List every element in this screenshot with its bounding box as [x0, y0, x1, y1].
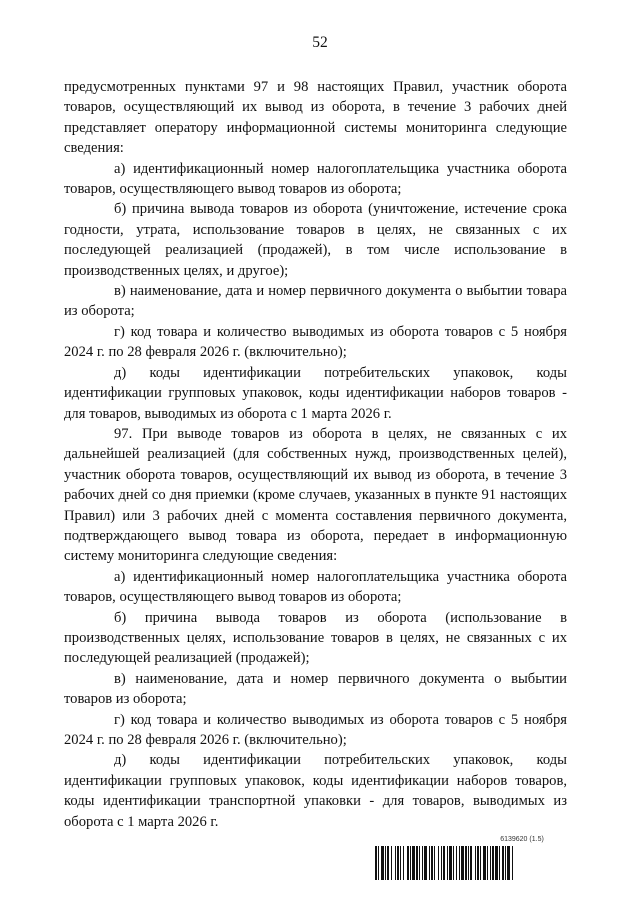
paragraph-6: д) коды идентификации потребительских упаковок, коды идентификации групповых упаковок, коды идентификации наборов товаров - для товаров, выводимых из оборота с 1 марта 2026 г. — [64, 364, 567, 422]
paragraph-7: 97. При выводе товаров из оборота в целях, не связанных с их дальнейшей реализацией (для собственных нужд, производственных целей), участник оборота товаров, осуществляющий их вывод из оборота, в течение 3 рабочих дней со дня приемки (кроме случаев, указанных в пункте 91 настоящих Правил) или 3 рабочих дней с момента составления первичного документа, подтверждающего вывод товара из оборота, передает в информационную систему мониторинга следующие сведения: — [64, 425, 567, 565]
barcode-bar — [400, 846, 401, 880]
barcode-bar — [378, 846, 379, 880]
barcode-bar — [456, 846, 457, 880]
paragraph-3: б) причина вывода товаров из оборота (уничтожение, истечение срока годности, утрата, использование товаров в целях, не связанных с их последующей реализацией (продажей), в том числе использование в производственных целях, и другое); — [64, 201, 567, 279]
document-code: 6139620 (1.5) — [500, 836, 544, 843]
barcode-bar — [468, 846, 469, 880]
barcode-bar — [447, 846, 448, 880]
barcode-bar — [475, 846, 476, 880]
page-number: 52 — [312, 34, 328, 51]
barcode-bar — [505, 846, 506, 880]
barcode-bar — [397, 846, 399, 880]
barcode-bar — [492, 846, 494, 880]
paragraph-10: в) наименование, дата и номер первичного документа о выбытии товаров из оборота; — [64, 670, 567, 708]
barcode-bar — [434, 846, 435, 880]
document-body — [64, 77, 567, 832]
barcode-bar — [499, 846, 500, 880]
barcode-bar — [419, 846, 420, 880]
barcode-bar — [449, 846, 452, 880]
barcode-bar — [483, 846, 486, 880]
barcode-bar — [495, 846, 498, 880]
barcode-bar — [512, 846, 513, 880]
barcode-bar — [395, 846, 396, 880]
barcode-bar — [385, 846, 386, 880]
barcode-bar — [431, 846, 433, 880]
barcode-bar — [403, 846, 404, 880]
barcode-bar — [502, 846, 504, 880]
paragraph-2: а) идентификационный номер налогоплательщика участника оборота товаров, осуществляющего вывод товаров из оборота; — [64, 160, 567, 198]
paragraph-5: г) код товара и количество выводимых из оборота товаров с 5 ноября 2024 г. по 28 февраля 2026 г. (включительно); — [64, 323, 567, 361]
barcode-bar — [507, 846, 510, 880]
barcode-bar — [480, 846, 481, 880]
paragraph-8: а) идентификационный номер налогоплательщика участника оборота товаров, осуществляющего вывод товаров из оборота; — [64, 568, 567, 606]
barcode-bar — [441, 846, 442, 880]
barcode-bar — [375, 846, 377, 880]
barcode-bar — [410, 846, 411, 880]
paragraph-12: д) коды идентификации потребительских упаковок, коды идентификации групповых упаковок, коды идентификации наборов товаров, коды идентификации транспортной упаковки - для товаров, выводимых из оборота с 1 марта 2026 г. — [64, 752, 567, 830]
barcode-bar — [490, 846, 491, 880]
barcode-bar — [381, 846, 384, 880]
barcode-bar — [443, 846, 445, 880]
barcode-bar — [407, 846, 409, 880]
barcode-bar — [424, 846, 427, 880]
barcode-bar — [465, 846, 467, 880]
paragraph-11: г) код товара и количество выводимых из оборота товаров с 5 ноября 2024 г. по 28 февраля 2026 г. (включительно); — [64, 711, 567, 748]
barcode-bar — [470, 846, 472, 880]
paragraph-4: в) наименование, дата и номер первичного документа о выбытии товара из оборота; — [64, 283, 567, 320]
barcode-bar — [453, 846, 454, 880]
barcode-bar — [438, 846, 439, 880]
barcode-bar — [387, 846, 389, 880]
barcode-icon — [375, 846, 575, 880]
barcode-bar — [412, 846, 415, 880]
barcode-bar — [429, 846, 430, 880]
barcode-bar — [487, 846, 488, 880]
barcode-bar — [459, 846, 460, 880]
barcode-bar — [422, 846, 423, 880]
barcode-bar — [416, 846, 418, 880]
barcode-bar — [461, 846, 464, 880]
barcode-bar — [477, 846, 479, 880]
paragraph-1: предусмотренных пунктами 97 и 98 настоящих Правил, участник оборота товаров, осуществляющий их вывод из оборота, в течение 3 рабочих дней представляет оператору информационной системы мониторинга следующие сведения: — [64, 79, 567, 157]
barcode-bar — [391, 846, 392, 880]
paragraph-9: б) причина вывода товаров из оборота (использование в производственных целях, использование товаров в целях, не связанных с их последующей реализацией (продажей); — [64, 609, 567, 667]
